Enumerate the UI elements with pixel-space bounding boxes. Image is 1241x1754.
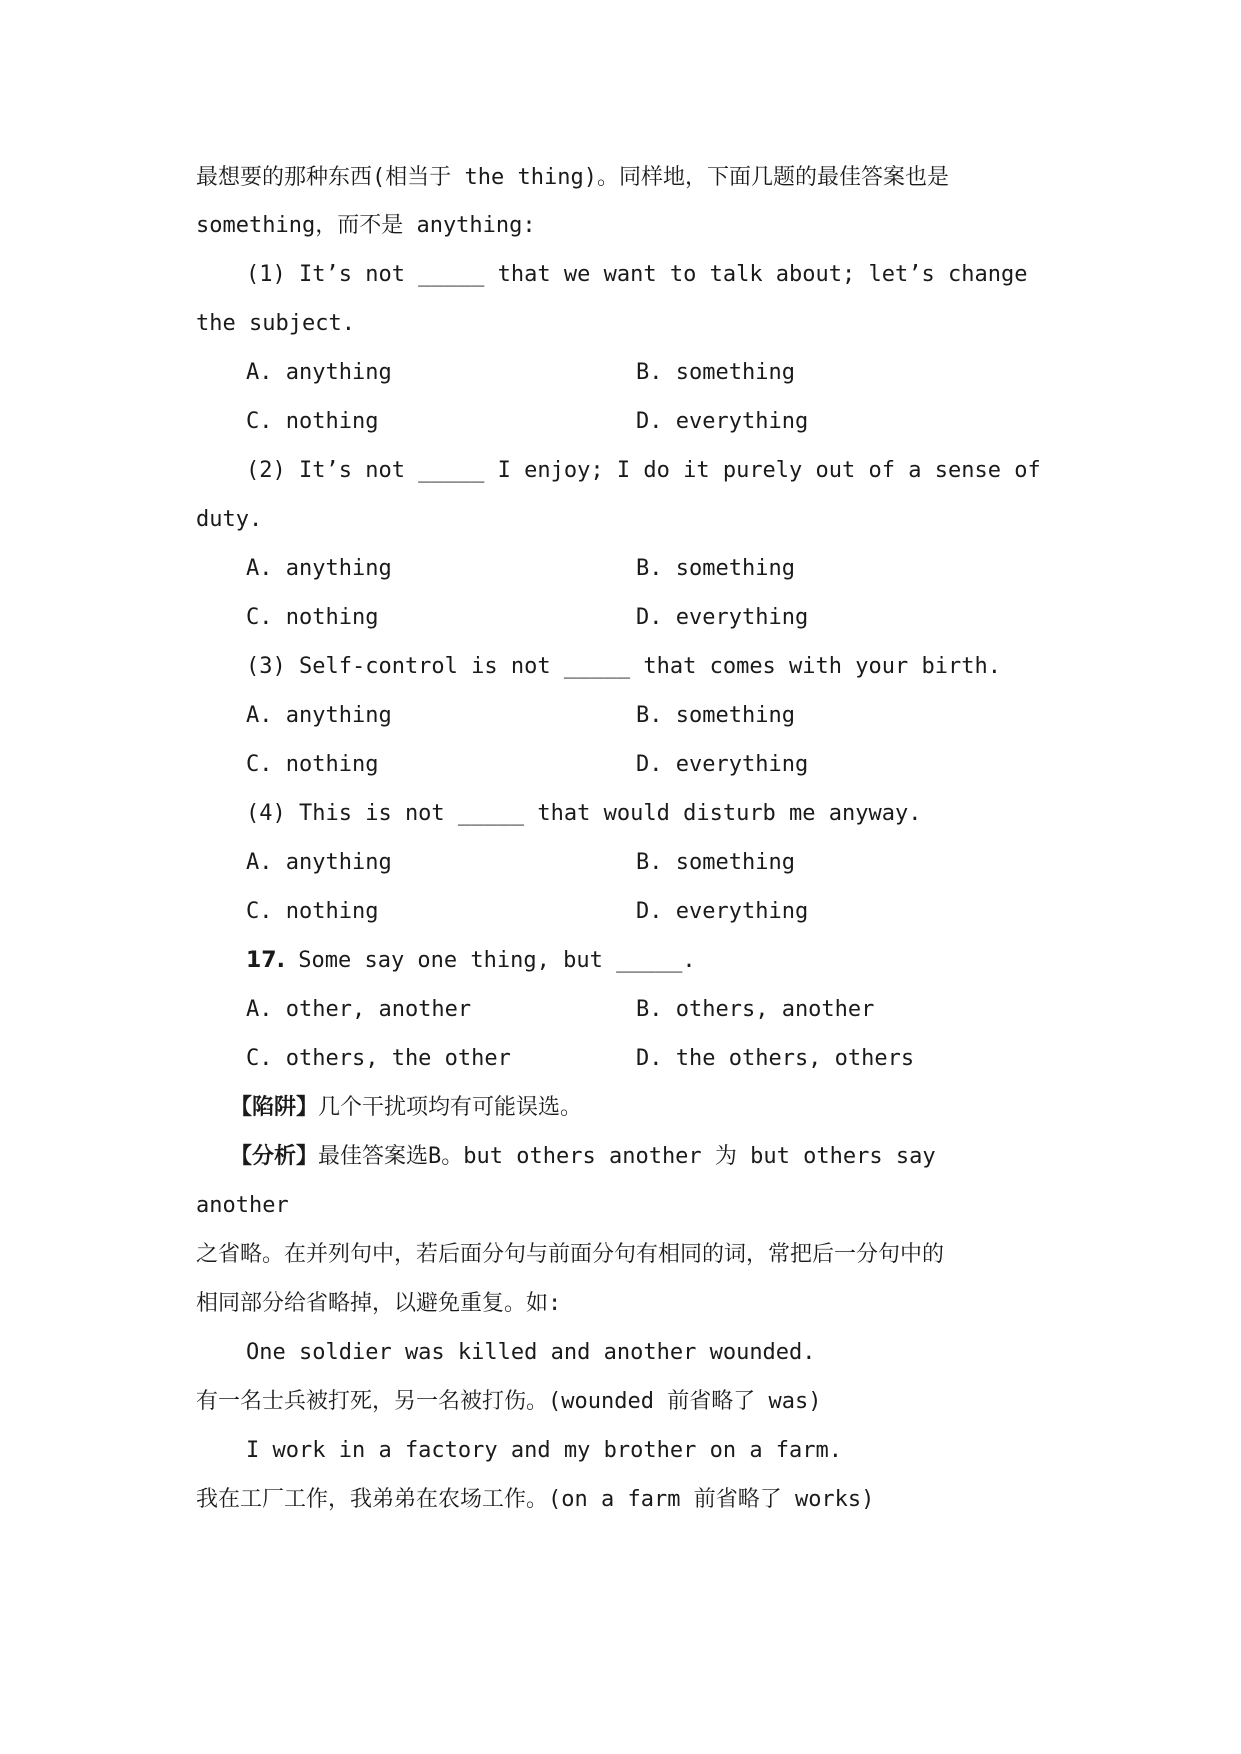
question-1-option-b: B. something: [636, 360, 795, 385]
trap-line: [230, 1093, 582, 1123]
question-17-option-d: D. the others, others: [636, 1046, 915, 1071]
trap-label: 【陷阱】: [230, 1095, 319, 1120]
question-4-option-c: C. nothing: [246, 899, 379, 924]
analysis-text: 最佳答案选B。but others another 为 but others say: [318, 1144, 936, 1169]
analysis-line-1: [230, 1142, 936, 1172]
example-1-chinese: 有一名士兵被打死，另一名被打伤。(wounded 前省略了 was): [196, 1389, 822, 1414]
question-3-option-a: A. anything: [246, 703, 392, 728]
question-3-option-c: C. nothing: [246, 752, 379, 777]
question-17-option-b: B. others, another: [636, 997, 875, 1022]
analysis-line-3: 之省略。在并列句中，若后面分句与前面分句有相同的词，常把后一分句中的: [196, 1242, 945, 1267]
question-4-line-1: (4) This is not _____ that would disturb me anyway.: [246, 801, 922, 826]
question-3-line-1: (3) Self-control is not _____ that comes with your birth.: [246, 654, 1001, 679]
intro-line-2: something，而不是 anything:: [196, 213, 536, 238]
analysis-line-2: another: [196, 1193, 289, 1218]
question-2-option-a: A. anything: [246, 556, 392, 581]
question-2-line-2: duty.: [196, 507, 263, 532]
question-4-option-d: D. everything: [636, 899, 809, 924]
question-1-line-1: (1) It’s not _____ that we want to talk about; let’s change: [246, 262, 1028, 287]
question-1-option-a: A. anything: [246, 360, 392, 385]
question-17-line: [246, 946, 696, 976]
analysis-line-4: 相同部分给省略掉，以避免重复。如:: [196, 1291, 562, 1316]
question-2-option-c: C. nothing: [246, 605, 379, 630]
question-17-number: 17.: [246, 948, 285, 973]
example-1-english: One soldier was killed and another wounded.: [246, 1340, 816, 1365]
example-2-chinese: 我在工厂工作，我弟弟在农场工作。(on a farm 前省略了 works): [196, 1487, 875, 1512]
question-2-option-d: D. everything: [636, 605, 809, 630]
question-1-option-c: C. nothing: [246, 409, 379, 434]
question-1-line-2: the subject.: [196, 311, 355, 336]
example-2-english: I work in a factory and my brother on a farm.: [246, 1438, 843, 1463]
question-17-option-c: C. others, the other: [246, 1046, 511, 1071]
question-4-option-b: B. something: [636, 850, 795, 875]
question-3-option-b: B. something: [636, 703, 795, 728]
question-17-option-a: A. other, another: [246, 997, 472, 1022]
trap-text: 几个干扰项均有可能误选。: [318, 1095, 583, 1120]
question-2-line-1: (2) It’s not _____ I enjoy; I do it purely out of a sense of: [246, 458, 1041, 483]
question-1-option-d: D. everything: [636, 409, 809, 434]
intro-line-1: 最想要的那种东西(相当于 the thing)。同样地，下面几题的最佳答案也是: [196, 165, 949, 190]
question-4-option-a: A. anything: [246, 850, 392, 875]
analysis-label: 【分析】: [230, 1144, 319, 1169]
question-17-text: Some say one thing, but _____.: [284, 948, 696, 973]
question-2-option-b: B. something: [636, 556, 795, 581]
question-3-option-d: D. everything: [636, 752, 809, 777]
